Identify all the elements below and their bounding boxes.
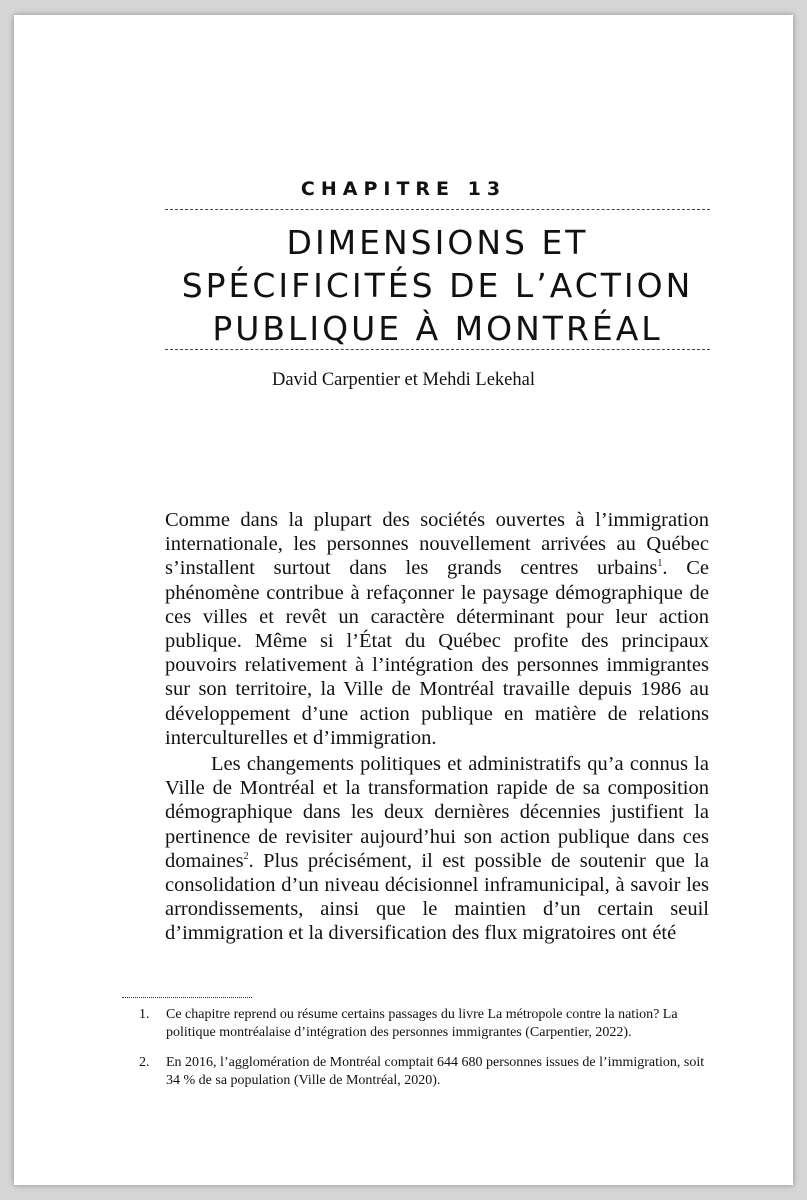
title-top-divider [165, 209, 710, 210]
footnote-ref-2[interactable]: 2 [243, 851, 249, 863]
paragraph-2-part-b: . Plus précisément, il est possible de soutenir que la consolidation d’un niveau décisionnel inframunicipal, à savoir les arrondissements, ainsi que le maintien d’un certain seuil d’immigration et la diversification des flux migratoires ont été [165, 849, 709, 945]
footnotes [139, 1006, 714, 1102]
paragraph-2 [165, 752, 709, 946]
chapter-authors: David Carpentier et Mehdi Lekehal [271, 370, 535, 390]
footnote-1 [139, 1006, 714, 1041]
footnote-2 [139, 1054, 714, 1089]
chapter-title-line-2: SPÉCIFICITÉS DE L’ACTION [181, 266, 694, 305]
footnote-separator [122, 997, 252, 998]
body-text [165, 508, 709, 946]
footnote-text: En 2016, l’agglomération de Montréal comptait 644 680 personnes issues de l’immigration, soit 34 % de sa population (Ville de Montréal, 2020). [166, 1055, 705, 1088]
footnote-text: Ce chapitre reprend ou résume certains passages du livre La métropole contre la nation? La politique montréalaise d’intégration des personnes immigrantes (Carpentier, 2022). [166, 1007, 678, 1040]
paragraph-1-part-a: Comme dans la plupart des sociétés ouvertes à l’immigration internationale, les personnes nouvellement arrivées au Québec s’installent surtout dans les grands centres urbains [165, 509, 709, 580]
chapter-title [124, 221, 751, 350]
chapter-title-line-3: PUBLIQUE À MONTRÉAL [212, 309, 663, 348]
paragraph-1-part-b: . Ce phénomène contribue à refaçonner le paysage démographique de ces villes et revêt un caractère déterminant pour leur action publique. Même si l’État du Québec profite des principaux pouvoirs relativement à l’intégration des personnes immigrantes sur son territoire, la Ville de Montréal travaille depuis 1986 au développement d’une action publique en matière de relations interculturelles et d’immigration. [165, 557, 709, 749]
footnote-ref-1[interactable]: 1 [657, 558, 663, 570]
footnote-number: 2. [139, 1055, 150, 1070]
paragraph-2-part-a: Les changements politiques et administratifs qu’a connus la Ville de Montréal et la transformation rapide de sa composition démographique dans les deux dernières décennies justifient la pertinence de revisiter aujourd’hui son action publique dans ces domaines [165, 753, 709, 872]
title-bottom-divider [165, 349, 710, 350]
footnote-number: 1. [139, 1007, 150, 1022]
chapter-title-line-1: DIMENSIONS ET [286, 223, 589, 262]
chapter-label: CHAPITRE 13 [300, 178, 507, 200]
document-page [14, 15, 793, 1185]
paragraph-1 [165, 508, 709, 750]
